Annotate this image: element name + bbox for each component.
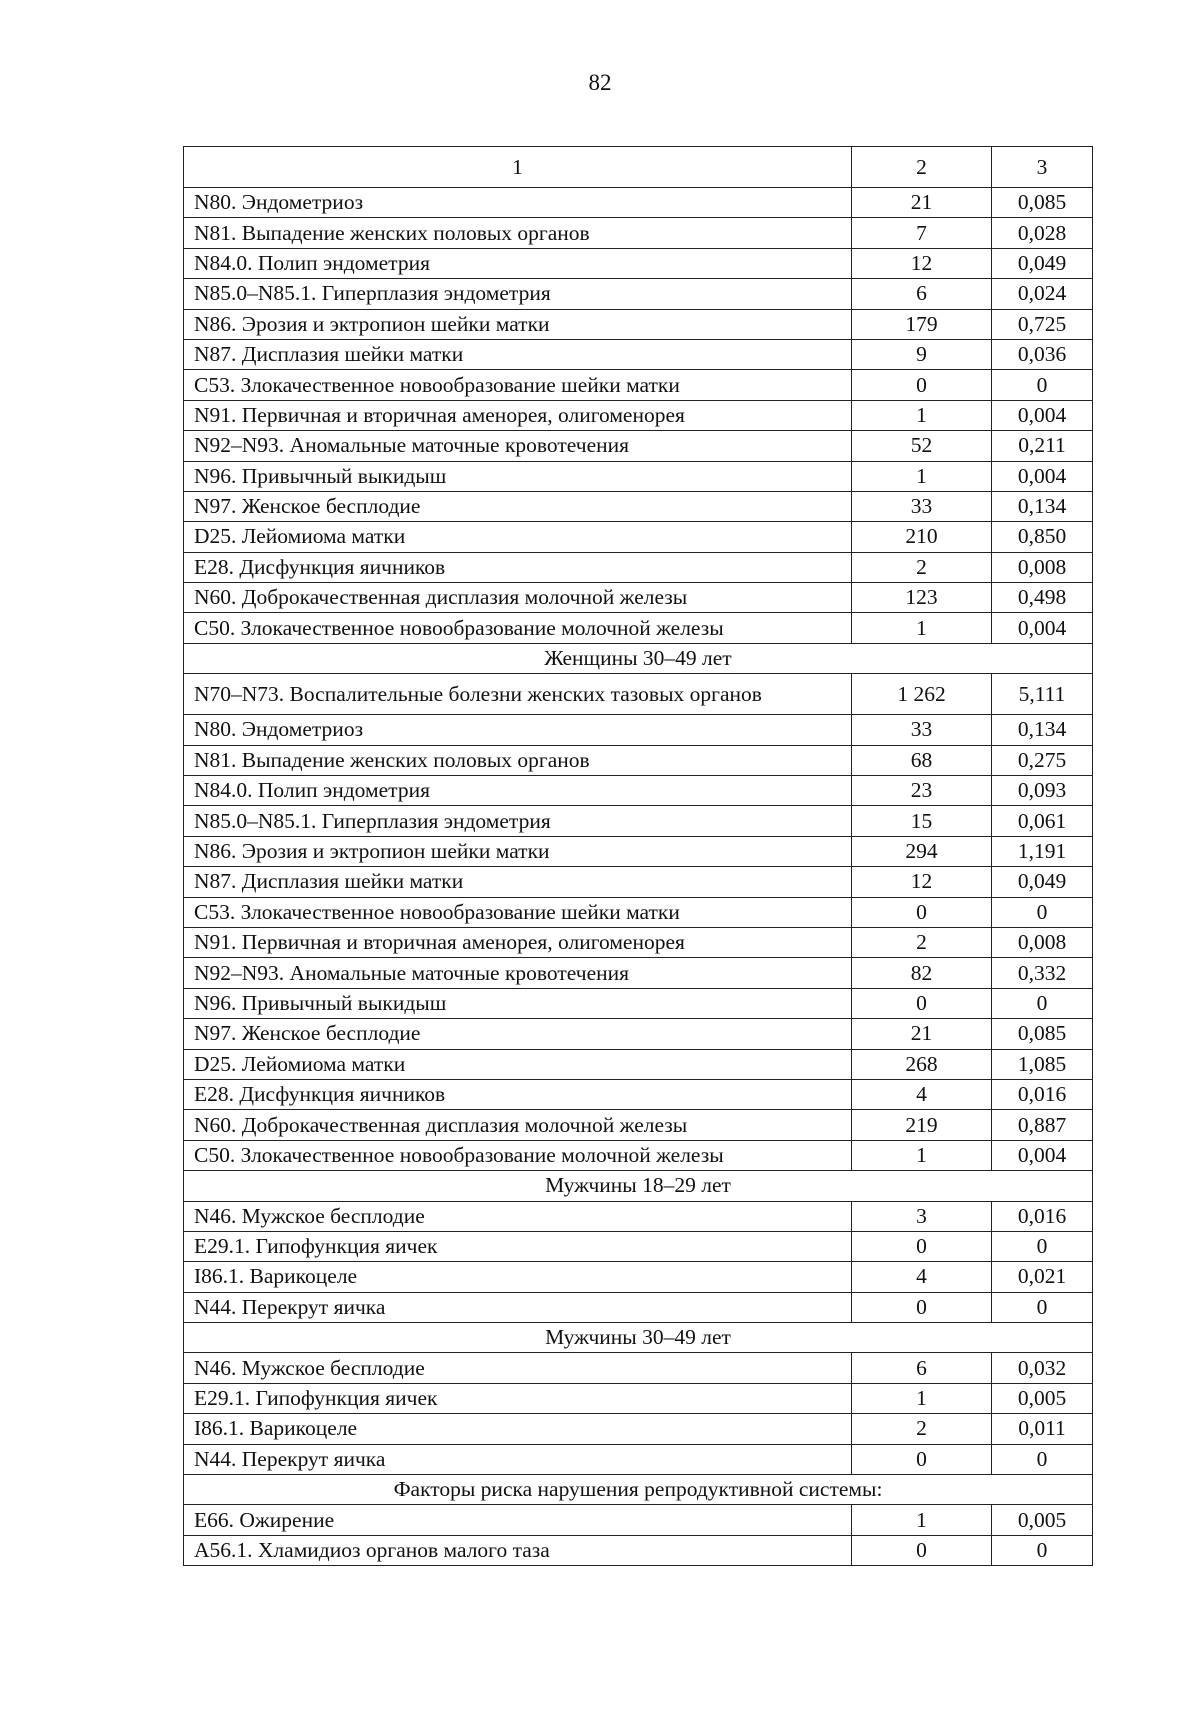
diagnosis-cell: N84.0. Полип эндометрия: [184, 776, 852, 806]
section-row: [184, 1323, 1093, 1353]
section-title: Факторы риска нарушения репродуктивной системы:: [184, 1475, 1093, 1505]
diagnosis-cell: I86.1. Варикоцеле: [184, 1262, 852, 1292]
count-cell: 2: [852, 927, 992, 957]
diagnosis-cell: N96. Привычный выкидыш: [184, 988, 852, 1018]
table-row: [184, 1110, 1093, 1140]
diagnosis-cell: E66. Ожирение: [184, 1505, 852, 1535]
rate-cell: 0,028: [992, 218, 1093, 248]
rate-cell: 0,049: [992, 248, 1093, 278]
count-cell: 23: [852, 776, 992, 806]
rate-cell: 0,024: [992, 279, 1093, 309]
rate-cell: 0: [992, 370, 1093, 400]
rate-cell: 0,850: [992, 522, 1093, 552]
rate-cell: 0,016: [992, 1079, 1093, 1109]
count-cell: 1: [852, 1383, 992, 1413]
count-cell: 219: [852, 1110, 992, 1140]
table-row: [184, 745, 1093, 775]
rate-cell: 0: [992, 1444, 1093, 1474]
rate-cell: 0,049: [992, 867, 1093, 897]
count-cell: 123: [852, 583, 992, 613]
column-header-1: 1: [184, 147, 852, 188]
table-row: [184, 1444, 1093, 1474]
count-cell: 33: [852, 715, 992, 745]
count-cell: 1: [852, 1140, 992, 1170]
diagnosis-cell: C50. Злокачественное новообразование молочной железы: [184, 613, 852, 643]
count-cell: 1 262: [852, 674, 992, 715]
table-row: [184, 1231, 1093, 1261]
count-cell: 268: [852, 1049, 992, 1079]
diagnosis-cell: D25. Лейомиома матки: [184, 522, 852, 552]
table-row: [184, 1201, 1093, 1231]
count-cell: 0: [852, 370, 992, 400]
count-cell: 0: [852, 1231, 992, 1261]
rate-cell: 0,004: [992, 400, 1093, 430]
table-row: [184, 867, 1093, 897]
count-cell: 33: [852, 491, 992, 521]
diagnosis-cell: N86. Эрозия и эктропион шейки матки: [184, 836, 852, 866]
table-row: [184, 715, 1093, 745]
table-row: [184, 674, 1093, 715]
table-row: [184, 1292, 1093, 1322]
rate-cell: 0,134: [992, 491, 1093, 521]
table-row: [184, 1353, 1093, 1383]
diagnosis-cell: N91. Первичная и вторичная аменорея, олигоменорея: [184, 927, 852, 957]
count-cell: 82: [852, 958, 992, 988]
table-row: [184, 776, 1093, 806]
diagnosis-cell: C53. Злокачественное новообразование шейки матки: [184, 370, 852, 400]
rate-cell: 0,725: [992, 309, 1093, 339]
rate-cell: 0,211: [992, 431, 1093, 461]
section-row: [184, 1475, 1093, 1505]
diagnosis-cell: N44. Перекрут яичка: [184, 1292, 852, 1322]
rate-cell: 0,021: [992, 1262, 1093, 1292]
rate-cell: 0: [992, 897, 1093, 927]
table-row: [184, 461, 1093, 491]
table-row: [184, 1414, 1093, 1444]
count-cell: 0: [852, 1292, 992, 1322]
diagnosis-cell: N44. Перекрут яичка: [184, 1444, 852, 1474]
table-row: [184, 188, 1093, 218]
table-row: [184, 491, 1093, 521]
table-row: [184, 339, 1093, 369]
rate-cell: 1,191: [992, 836, 1093, 866]
count-cell: 9: [852, 339, 992, 369]
count-cell: 21: [852, 1019, 992, 1049]
rate-cell: 0,036: [992, 339, 1093, 369]
table-row: [184, 552, 1093, 582]
table-row: [184, 1505, 1093, 1535]
rate-cell: 0: [992, 1231, 1093, 1261]
diagnosis-cell: C53. Злокачественное новообразование шейки матки: [184, 897, 852, 927]
rate-cell: 0,005: [992, 1505, 1093, 1535]
rate-cell: 0: [992, 988, 1093, 1018]
diagnosis-cell: N87. Дисплазия шейки матки: [184, 867, 852, 897]
diagnosis-cell: E29.1. Гипофункция яичек: [184, 1383, 852, 1413]
table-row: [184, 248, 1093, 278]
diagnosis-cell: I86.1. Варикоцеле: [184, 1414, 852, 1444]
diagnosis-cell: N70–N73. Воспалительные болезни женских тазовых органов: [184, 674, 852, 715]
rate-cell: 0,093: [992, 776, 1093, 806]
rate-cell: 0,016: [992, 1201, 1093, 1231]
count-cell: 179: [852, 309, 992, 339]
rate-cell: 0,085: [992, 1019, 1093, 1049]
rate-cell: 0,005: [992, 1383, 1093, 1413]
count-cell: 21: [852, 188, 992, 218]
diagnosis-cell: C50. Злокачественное новообразование молочной железы: [184, 1140, 852, 1170]
table-row: [184, 958, 1093, 988]
count-cell: 7: [852, 218, 992, 248]
diagnosis-cell: N81. Выпадение женских половых органов: [184, 218, 852, 248]
diagnosis-cell: N80. Эндометриоз: [184, 188, 852, 218]
diagnosis-cell: N46. Мужское бесплодие: [184, 1353, 852, 1383]
count-cell: 210: [852, 522, 992, 552]
count-cell: 1: [852, 400, 992, 430]
diagnosis-cell: N96. Привычный выкидыш: [184, 461, 852, 491]
table-row: [184, 1140, 1093, 1170]
rate-cell: 0,498: [992, 583, 1093, 613]
table-row: [184, 522, 1093, 552]
diagnosis-cell: N85.0–N85.1. Гиперплазия эндометрия: [184, 279, 852, 309]
count-cell: 0: [852, 988, 992, 1018]
diagnosis-cell: N97. Женское бесплодие: [184, 1019, 852, 1049]
table-row: [184, 1019, 1093, 1049]
count-cell: 2: [852, 552, 992, 582]
table-header: [184, 147, 1093, 188]
count-cell: 3: [852, 1201, 992, 1231]
count-cell: 4: [852, 1262, 992, 1292]
section-row: [184, 1171, 1093, 1201]
table-row: [184, 988, 1093, 1018]
table-body: [184, 188, 1093, 1566]
table-row: [184, 806, 1093, 836]
count-cell: 12: [852, 867, 992, 897]
diagnosis-cell: E29.1. Гипофункция яичек: [184, 1231, 852, 1261]
diagnosis-cell: N81. Выпадение женских половых органов: [184, 745, 852, 775]
count-cell: 294: [852, 836, 992, 866]
table-row: [184, 583, 1093, 613]
section-title: Мужчины 30–49 лет: [184, 1323, 1093, 1353]
rate-cell: 0,332: [992, 958, 1093, 988]
diagnosis-cell: N84.0. Полип эндометрия: [184, 248, 852, 278]
rate-cell: 0: [992, 1535, 1093, 1565]
table-row: [184, 1079, 1093, 1109]
diagnosis-cell: N86. Эрозия и эктропион шейки матки: [184, 309, 852, 339]
rate-cell: 0,085: [992, 188, 1093, 218]
count-cell: 2: [852, 1414, 992, 1444]
diagnosis-cell: N46. Мужское бесплодие: [184, 1201, 852, 1231]
diagnosis-cell: N60. Доброкачественная дисплазия молочной железы: [184, 583, 852, 613]
table-row: [184, 309, 1093, 339]
count-cell: 4: [852, 1079, 992, 1109]
diagnosis-cell: N87. Дисплазия шейки матки: [184, 339, 852, 369]
column-header-2: 2: [852, 147, 992, 188]
diagnosis-cell: N80. Эндометриоз: [184, 715, 852, 745]
diagnosis-cell: N92–N93. Аномальные маточные кровотечения: [184, 958, 852, 988]
table-row: [184, 1383, 1093, 1413]
count-cell: 0: [852, 1444, 992, 1474]
count-cell: 6: [852, 1353, 992, 1383]
rate-cell: 0,008: [992, 552, 1093, 582]
rate-cell: 0: [992, 1292, 1093, 1322]
table-row: [184, 1535, 1093, 1565]
header-row: [184, 147, 1093, 188]
diagnosis-cell: A56.1. Хламидиоз органов малого таза: [184, 1535, 852, 1565]
table-row: [184, 370, 1093, 400]
diagnosis-cell: N60. Доброкачественная дисплазия молочной железы: [184, 1110, 852, 1140]
rate-cell: 0,061: [992, 806, 1093, 836]
table-row: [184, 431, 1093, 461]
count-cell: 52: [852, 431, 992, 461]
diagnosis-cell: N97. Женское бесплодие: [184, 491, 852, 521]
diagnosis-cell: N91. Первичная и вторичная аменорея, олигоменорея: [184, 400, 852, 430]
count-cell: 0: [852, 1535, 992, 1565]
rate-cell: 0,275: [992, 745, 1093, 775]
count-cell: 1: [852, 613, 992, 643]
count-cell: 68: [852, 745, 992, 775]
page-number: 82: [588, 70, 612, 95]
column-header-3: 3: [992, 147, 1093, 188]
count-cell: 15: [852, 806, 992, 836]
diagnosis-cell: E28. Дисфункция яичников: [184, 552, 852, 582]
rate-cell: 0,032: [992, 1353, 1093, 1383]
diagnosis-cell: E28. Дисфункция яичников: [184, 1079, 852, 1109]
table-row: [184, 613, 1093, 643]
table-row: [184, 1049, 1093, 1079]
rate-cell: 0,004: [992, 461, 1093, 491]
count-cell: 12: [852, 248, 992, 278]
diagnosis-cell: N92–N93. Аномальные маточные кровотечения: [184, 431, 852, 461]
table-row: [184, 1262, 1093, 1292]
table-row: [184, 927, 1093, 957]
section-title: Мужчины 18–29 лет: [184, 1171, 1093, 1201]
rate-cell: 0,004: [992, 613, 1093, 643]
count-cell: 0: [852, 897, 992, 927]
section-row: [184, 643, 1093, 673]
table-row: [184, 897, 1093, 927]
rate-cell: 0,887: [992, 1110, 1093, 1140]
count-cell: 6: [852, 279, 992, 309]
rate-cell: 5,111: [992, 674, 1093, 715]
table-row: [184, 279, 1093, 309]
rate-cell: 0,004: [992, 1140, 1093, 1170]
rate-cell: 0,008: [992, 927, 1093, 957]
count-cell: 1: [852, 461, 992, 491]
statistics-table: [183, 146, 1093, 1566]
diagnosis-cell: N85.0–N85.1. Гиперплазия эндометрия: [184, 806, 852, 836]
table-row: [184, 400, 1093, 430]
table-row: [184, 218, 1093, 248]
table-row: [184, 836, 1093, 866]
rate-cell: 0,011: [992, 1414, 1093, 1444]
count-cell: 1: [852, 1505, 992, 1535]
rate-cell: 0,134: [992, 715, 1093, 745]
rate-cell: 1,085: [992, 1049, 1093, 1079]
section-title: Женщины 30–49 лет: [184, 643, 1093, 673]
diagnosis-cell: D25. Лейомиома матки: [184, 1049, 852, 1079]
